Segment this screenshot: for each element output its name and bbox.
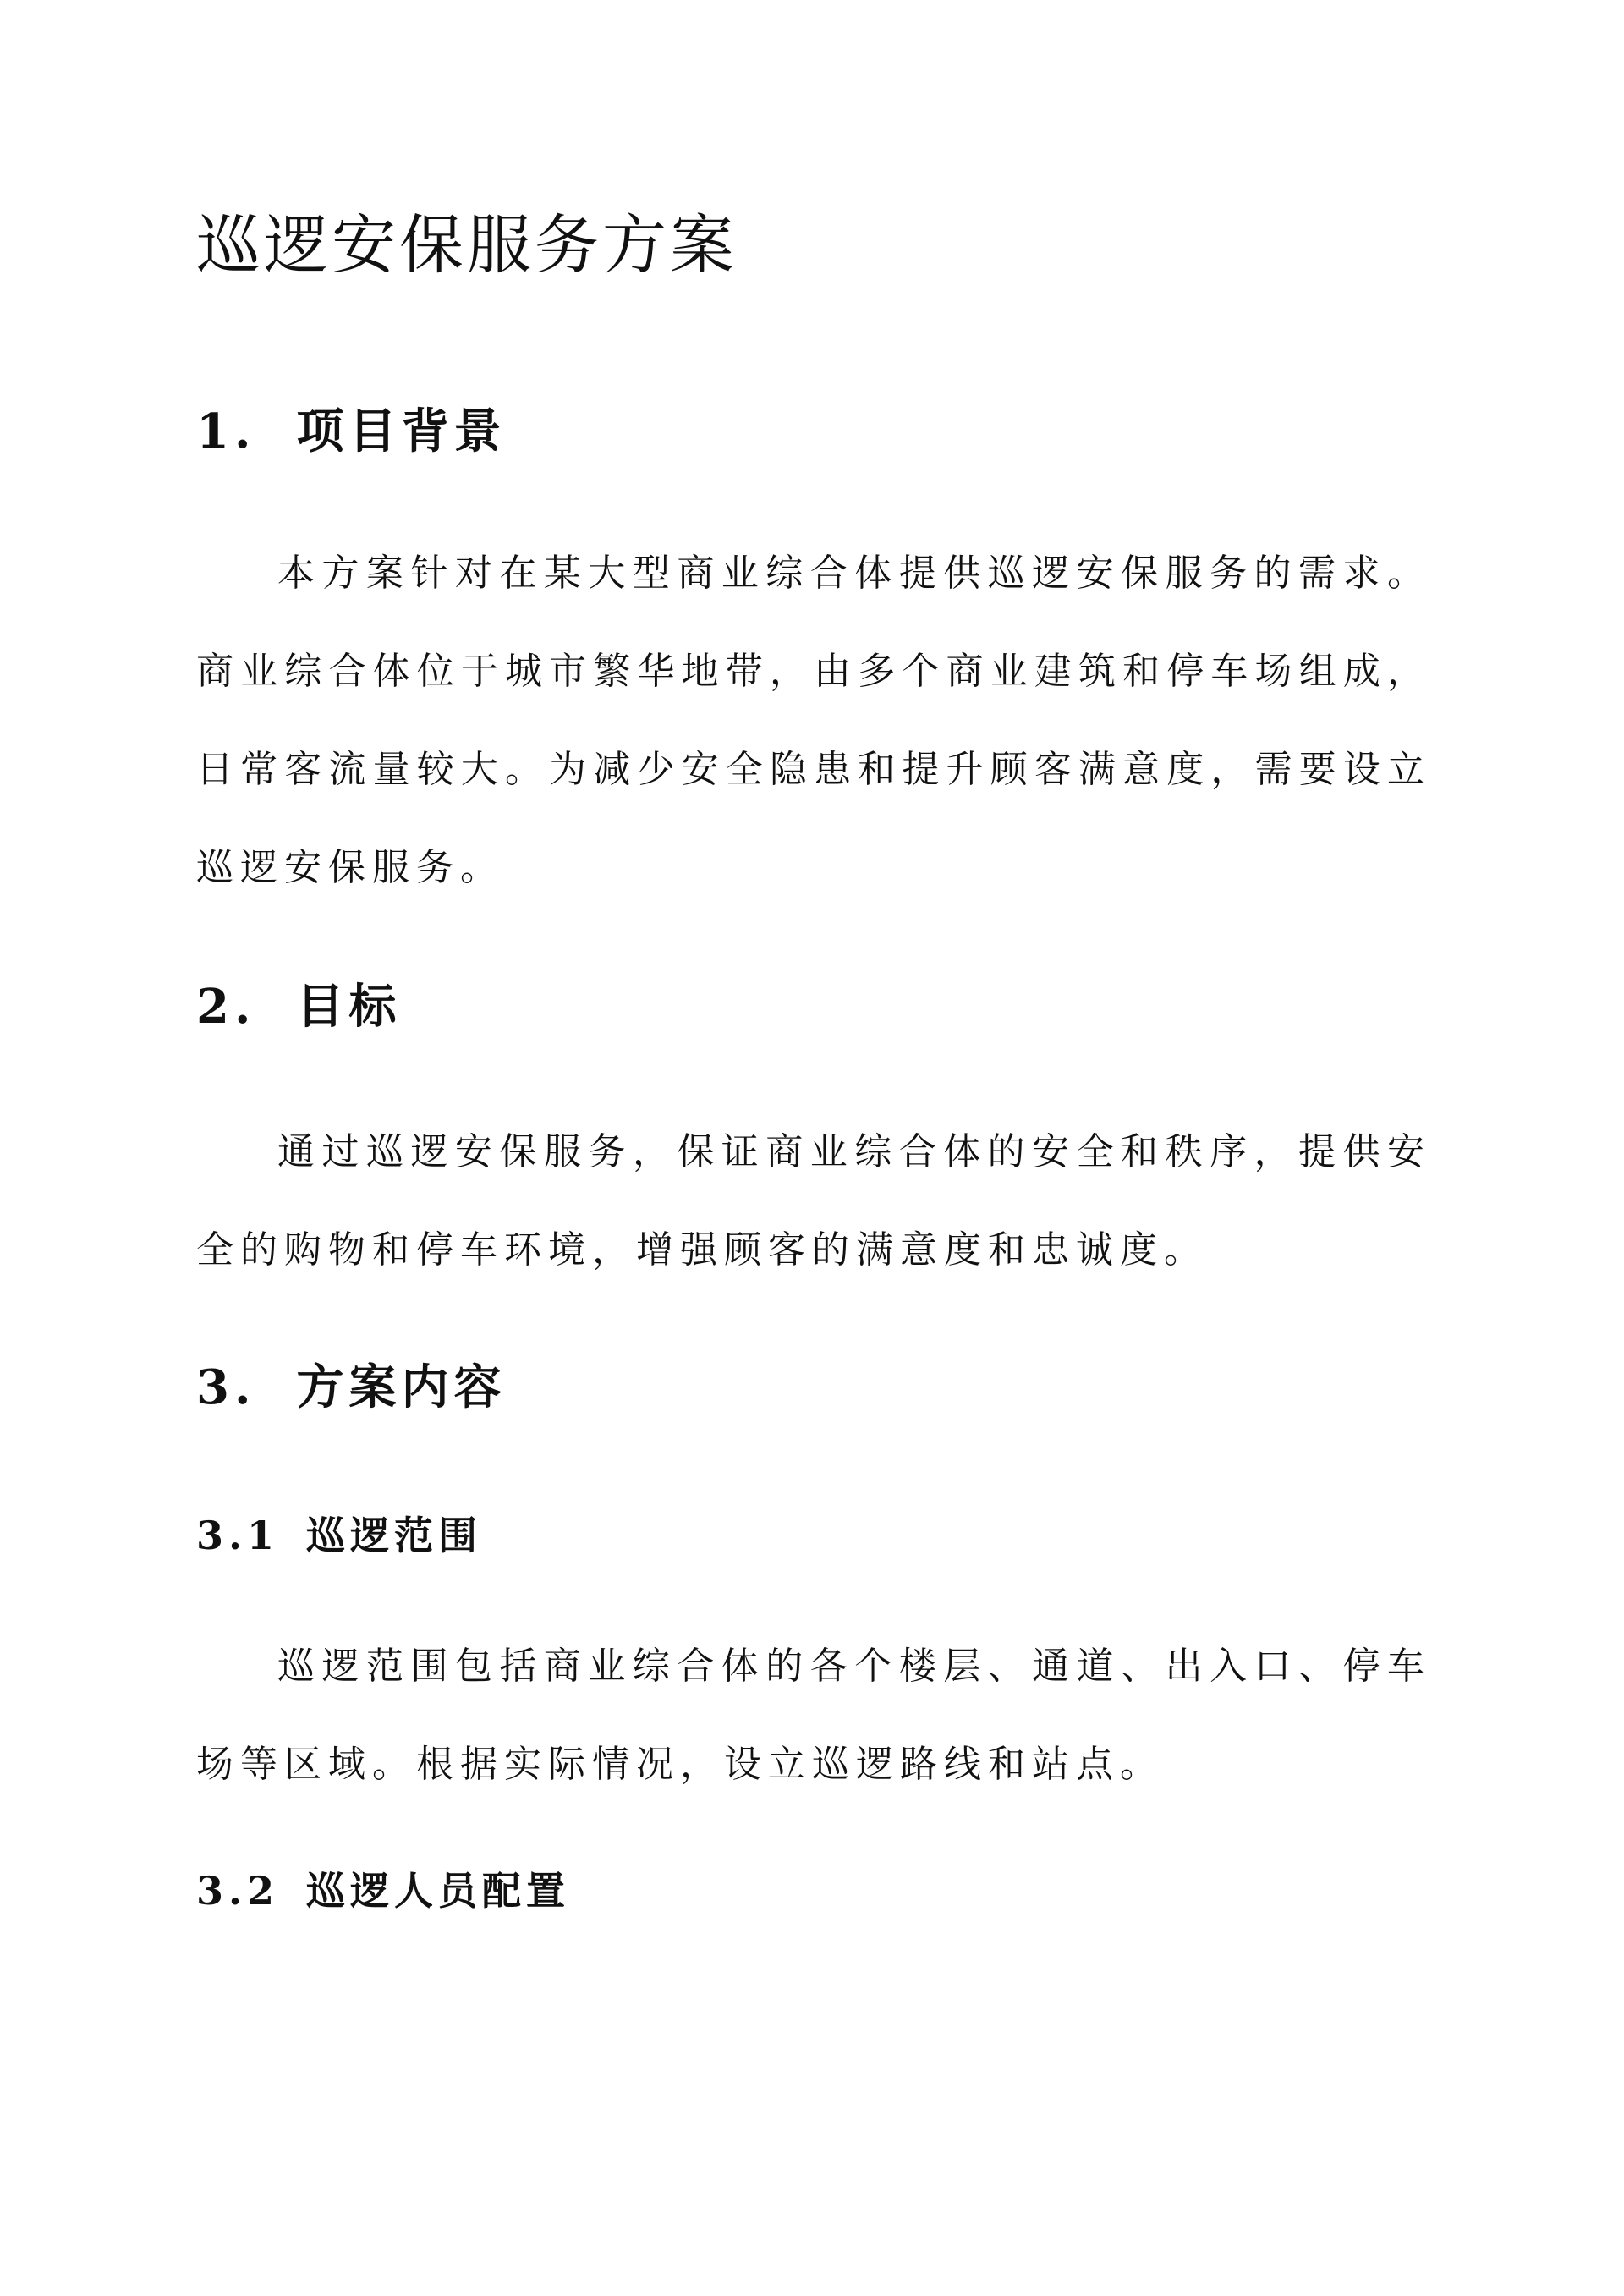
- section-number: 1.: [196, 404, 256, 459]
- section-title: 目标: [296, 979, 402, 1035]
- section-title: 方案内容: [296, 1359, 507, 1415]
- section-heading-3: [196, 1354, 506, 1421]
- section-heading-2: [196, 973, 401, 1041]
- section-heading-1: [196, 398, 506, 465]
- subsection-heading-3-1: [196, 1506, 482, 1565]
- subsection-title: 巡逻人员配置: [306, 1868, 571, 1914]
- subsection-number: 3.2: [196, 1868, 280, 1914]
- section-paragraph-1: 本方案针对在某大型商业综合体提供巡逻安保服务的需求。商业综合体位于城市繁华地带，由多个商业建筑和停车场组成，日常客流量较大。为减少安全隐患和提升顾客满意度，需要设立巡逻安保服务。: [196, 552, 1431, 889]
- subsection-title: 巡逻范围: [306, 1513, 483, 1558]
- subsection-number: 3.1: [196, 1513, 280, 1558]
- document-title: 巡逻安保服务方案: [196, 207, 738, 283]
- section-paragraph-2: 通过巡逻安保服务，保证商业综合体的安全和秩序，提供安全的购物和停车环境，增强顾客的满意度和忠诚度。: [196, 1130, 1431, 1272]
- section-title: 项目背景: [296, 404, 507, 459]
- subsection-heading-3-2: [196, 1861, 570, 1920]
- section-number: 2.: [196, 979, 256, 1035]
- subsection-paragraph-3-1: 巡逻范围包括商业综合体的各个楼层、通道、出入口、停车场等区域。根据实际情况，设立巡逻路线和站点。: [196, 1645, 1431, 1786]
- section-number: 3.: [196, 1359, 256, 1415]
